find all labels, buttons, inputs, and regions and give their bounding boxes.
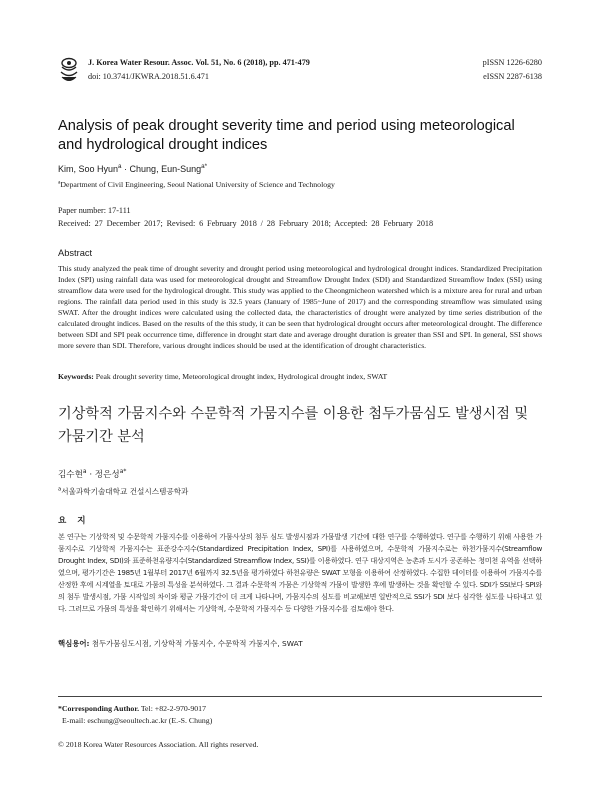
affiliation-superscript: a <box>58 179 61 186</box>
english-affiliation <box>58 180 335 189</box>
korean-authors <box>58 468 126 480</box>
eissn: eISSN 2287-6138 <box>483 72 542 81</box>
keywords-label: 핵심용어: <box>58 639 90 648</box>
submission-dates: Received: 27 December 2017; Revised: 6 February 2018 / 28 February 2018; Accepted: 28 February 2018 <box>58 219 434 228</box>
english-keywords <box>58 372 542 381</box>
author-superscript: a* <box>201 163 208 170</box>
abstract-text: This study analyzed the peak time of drought severity and drought period using meteorological and hydrological drought indices. Standardized Precipitation Index (SPI) using rainfall data was used for meteorological drought and Streamflow Drought Index (SDI) and Standardized Streamflow Index (SSI) using streamflow data were used for the hydrological drought. This study was applied to the Cheongmicheon watershed which is a mixture area for rural and urban regions. The rainfall data period used in this study is 32.5 years (January of 1985~June of 2017) and the corresponding streamflow was simulated using SWAT. After the drought indices were calculated using the collected data, the characteristics of drought were analyzed by time series distribution of the calculated drought indices. Based on the results of the this study, it can be seen that hydrological drought occurs after meteorological drought. The difference between SDI and SPI peak occurrence time, difference in drought start date and average drought duration is greater than SSI and SPI. In general, SSI shows more severe than SDI. Therefore, various drought indices should be used at the identification of drought characteristics. <box>58 264 542 351</box>
copyright-notice: © 2018 Korea Water Resources Association. All rights reserved. <box>58 740 259 749</box>
keywords-label: Keywords: <box>58 372 94 381</box>
pissn: pISSN 1226-6280 <box>482 58 542 67</box>
abstract-heading: Abstract <box>58 248 93 258</box>
affiliation-text: 서울과학기술대학교 건설시스템공학과 <box>61 487 189 496</box>
korean-abstract-heading: 요 지 <box>58 516 90 526</box>
journal-logo-icon <box>58 57 80 85</box>
footnote-divider <box>58 696 542 697</box>
author-superscript: a* <box>119 468 127 476</box>
author-name: 김수현 <box>58 470 83 480</box>
doi: doi: 10.3741/JKWRA.2018.51.6.471 <box>88 72 209 81</box>
author-superscript: a <box>118 163 122 170</box>
english-authors <box>58 164 207 174</box>
journal-header <box>58 57 542 87</box>
paper-number: Paper number: 17-111 <box>58 206 131 215</box>
affiliation-superscript: a <box>58 486 62 493</box>
affiliation-text: Department of Civil Engineering, Seoul National University of Science and Technology <box>60 180 335 189</box>
author-name: · 정은성 <box>86 470 120 480</box>
author-name: Kim, Soo Hyun <box>58 164 119 174</box>
journal-citation: J. Korea Water Resour. Assoc. Vol. 51, No. 6 (2018), pp. 471-479 <box>88 58 310 67</box>
corresponding-author <box>58 704 206 713</box>
corresponding-label: *Corresponding Author. <box>58 704 140 713</box>
korean-title: 기상학적 가뭄지수와 수문학적 가뭄지수를 이용한 첨두가뭄심도 발생시점 및 가뭄기간 분석 <box>58 406 529 445</box>
author-superscript: a <box>82 468 87 476</box>
corresponding-tel: Tel: +82-2-970-9017 <box>140 704 206 713</box>
korean-affiliation <box>58 486 188 497</box>
korean-keywords <box>58 638 542 649</box>
korean-abstract-text: 본 연구는 기상학적 및 수문학적 가뭄지수를 이용하여 가뭄사상의 첨두 심도 발생시점과 가뭄발생 기간에 대한 연구를 수행하였다. 연구를 수행하기 위해 사용한 가뭄지수로 기상학적 가뭄지수는 표준강수지수(Standardized Precipitation Index, SPI)를 사용하였으며, 수문학적 가뭄지수로는 하천가뭄지수(Streamflow Drought Index, SDI)와 표준하천유량지수(Standardized Streamflow Index, SSI)를 이용하였다. 연구 대상지역은 농촌과 도시가 공존하는 청미천 유역을 선택하였으며, 평가기간은 1985년 1월부터 2017년 6월까지 32.5년을 평가하였다 하천유량은 SWAT 모형을 이용하여 산정하였다. 수집한 데이터를 이용하여 가뭄지수를 산정한 후에 시계열을 토대로 가뭄의 특성을 분석하였다. 그 결과 수문학적 가뭄은 기상학적 가뭄이 발생한 후에 발생하는 것을 확인할 수 있다. SDI가 SSI보다 SPI와의 첨두 발생시점, 가뭄 시작일의 차이와 평균 가뭄기간이 더 크게 나타나며, 가뭄지수의 심도를 비교해보면 일반적으로 SSI가 SDI 보다 심각한 심도를 나타내고 있다. 그러므로 가뭄의 특성을 확인하기 위해서는 기상학적, 수문학적 가뭄지수 등 다양한 가뭄지수를 검토해야 한다. <box>58 532 542 614</box>
keywords-text: Peak drought severity time, Meteorological drought index, Hydrological drought index, SWAT <box>95 372 388 381</box>
corresponding-email: E-mail: eschung@seoultech.ac.kr (E.-S. Chung) <box>62 716 213 725</box>
author-name: · Chung, Eun-Sung <box>121 164 202 174</box>
keywords-text: 첨두가뭄심도시점, 기상학적 가뭄지수, 수문학적 가뭄지수, SWAT <box>91 639 303 648</box>
english-title: Analysis of peak drought severity time and period using meteorological and hydrological drought indices <box>58 118 515 153</box>
